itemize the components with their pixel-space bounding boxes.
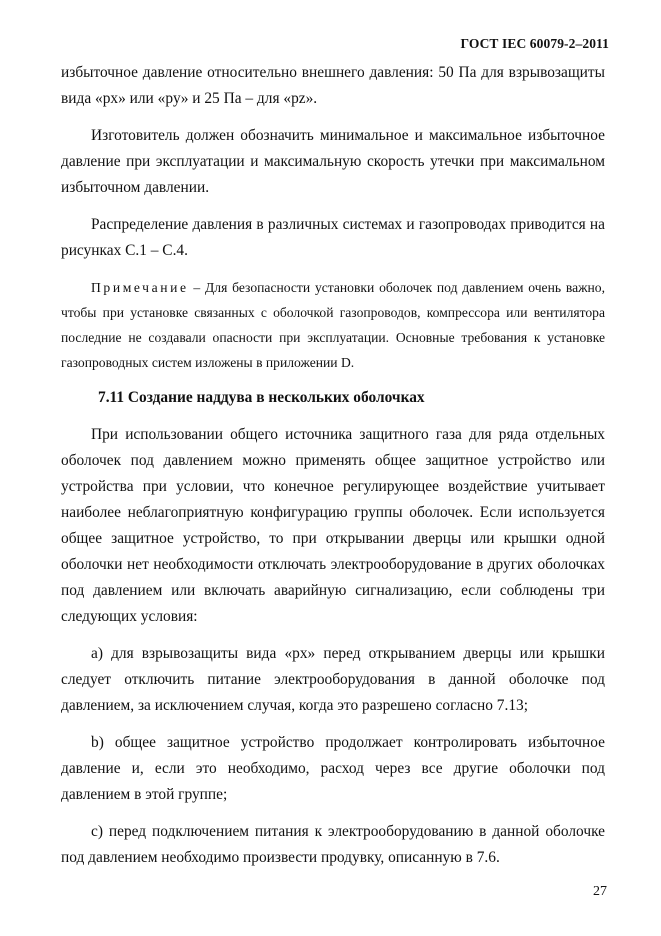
- paragraph-manufacturer: Изготовитель должен обозначить минимальное и максимальное избыточное давление при эксплуатации и максимальную скорость утечки при максимальном избыточном давлении.: [61, 127, 605, 196]
- document-body: [61, 60, 605, 871]
- page-number: 27: [593, 884, 607, 899]
- list-item-a: a) для взрывозащиты вида «px» перед открыванием дверцы или крышки следует отключить питание электрооборудования в данной оболочке под давлением, за исключением случая, когда это разрешено согласно 7.13;: [61, 645, 605, 714]
- paragraph-pressure-distribution: Распределение давления в различных системах и газопроводах приводится на рисунках С.1 – С.4.: [61, 216, 605, 259]
- note-paragraph: [61, 275, 605, 375]
- list-item-b: b) общее защитное устройство продолжает контролировать избыточное давление и, если это необходимо, расход через все другие оболочки под давлением в этой группе;: [61, 734, 605, 803]
- document-header: ГОСТ IEC 60079-2–2011: [460, 36, 609, 51]
- note-label: Примечание: [91, 280, 189, 295]
- section-intro: При использовании общего источника защитного газа для ряда отдельных оболочек под давлением можно применять общее защитное устройство или устройства при условии, что конечное регулирующее воздействие учитывает наиболее неблагоприятную конфигурацию группы оболочек. Если используется общее защитное устройство, то при открывании дверцы или крышки одной оболочки нет необходимости отключать электрооборудование в других оболочках под давлением или включать аварийную сигнализацию, если соблюдены три следующих условия:: [61, 426, 605, 625]
- list-item-c: c) перед подключением питания к электрооборудованию в данной оболочке под давлением необходимо произвести продувку, описанную в 7.6.: [61, 823, 605, 866]
- paragraph-continuation: избыточное давление относительно внешнего давления: 50 Па для взрывозащиты вида «px» или «py» и 25 Па – для «pz».: [61, 64, 605, 107]
- section-heading: 7.11 Создание наддува в нескольких оболочках: [98, 389, 425, 406]
- note-text: – Для безопасности установки оболочек под давлением очень важно, чтобы при установке связанных с оболочкой газопроводов, компрессора или вентилятора последние не создавали опасности при эксплуатации. Основные требования к установке газопроводных систем изложены в приложении D.: [61, 280, 605, 370]
